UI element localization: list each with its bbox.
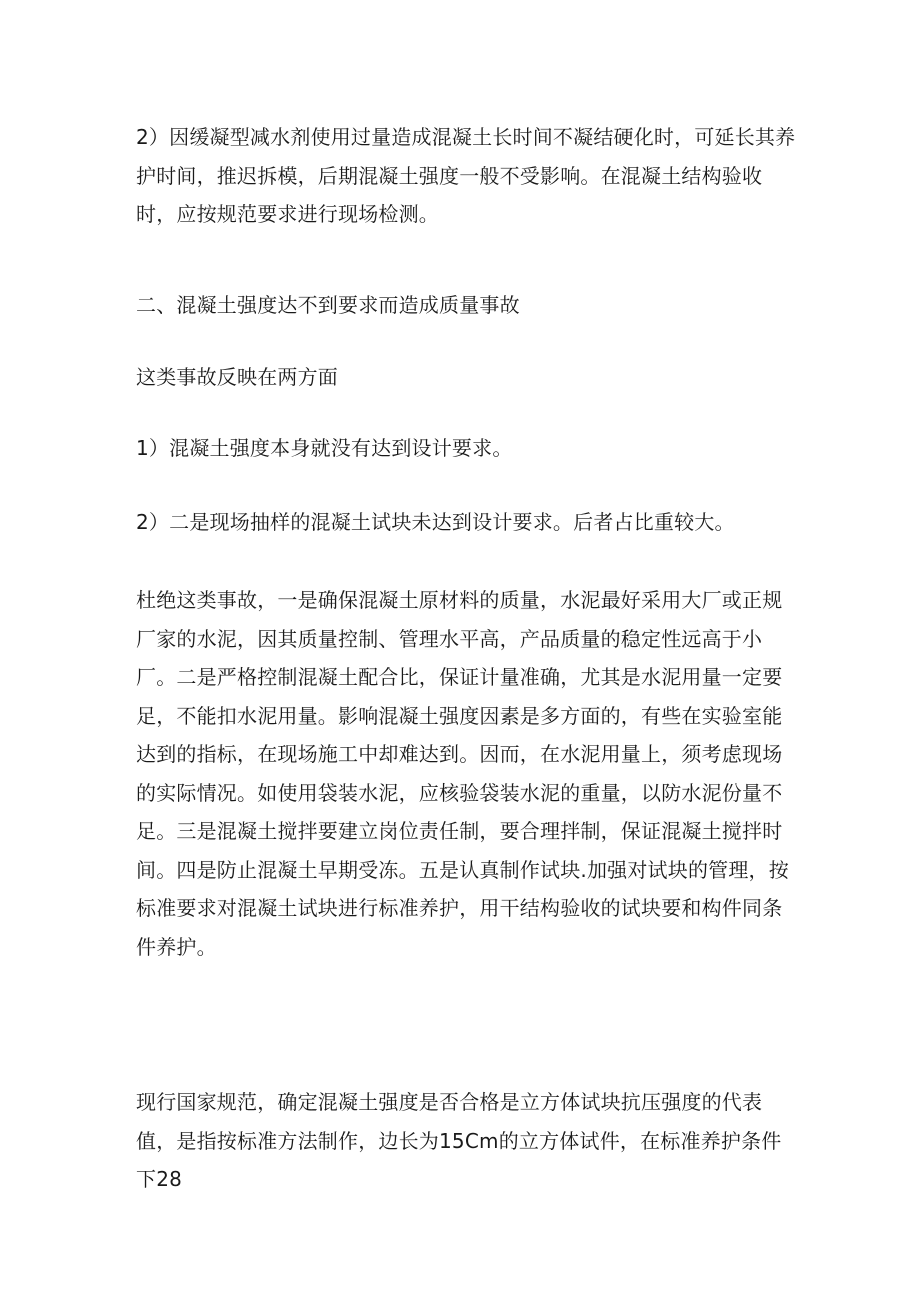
paragraph-retarder-overdose: 2）因缓凝型减水剂使用过量造成混凝土长时间不凝结硬化时，可延长其养护时间，推迟拆模，后期混凝土强度一般不受影响。在混凝土结构验收时，应按规范要求进行现场检测。 xyxy=(136,125,796,226)
list-item-1: 1）混凝土强度本身就没有达到设计要求。 xyxy=(136,436,513,460)
paragraph-two-aspects: 这类事故反映在两方面 xyxy=(136,365,338,389)
section-heading-strength-accident: 二、混凝土强度达不到要求而造成质量事故 xyxy=(136,293,520,317)
list-item-2: 2）二是现场抽样的混凝土试块未达到设计要求。后者占比重较大。 xyxy=(136,510,735,534)
paragraph-national-standard: 现行国家规范，确定混凝土强度是否合格是立方体试块抗压强度的代表值，是指按标准方法制作，边长为15Cm的立方体试件，在标准养护条件下28 xyxy=(136,1090,782,1191)
paragraph-prevention-measures: 杜绝这类事故，一是确保混凝土原材料的质量，水泥最好采用大厂或正规厂家的水泥，因其质量控制、管理水平高，产品质量的稳定性远高于小厂。二是严格控制混凝土配合比，保证计量准确，尤其是水泥用量一定要足，不能扣水泥用量。影响混凝土强度因素是多方面的，有些在实验室能达到的指标，在现场施工中却难达到。因而，在水泥用量上，须考虑现场的实际情况。如使用袋装水泥，应核验袋装水泥的重量，以防水泥份量不足。三是混凝土搅拌要建立岗位责任制，要合理拌制，保证混凝土搅拌时间。四是防止混凝土早期受冻。五是认真制作试块.加强对试块的管理，按标准要求对混凝土试块进行标准养护，用干结构验收的试块要和构件同条件养护。 xyxy=(136,588,789,959)
